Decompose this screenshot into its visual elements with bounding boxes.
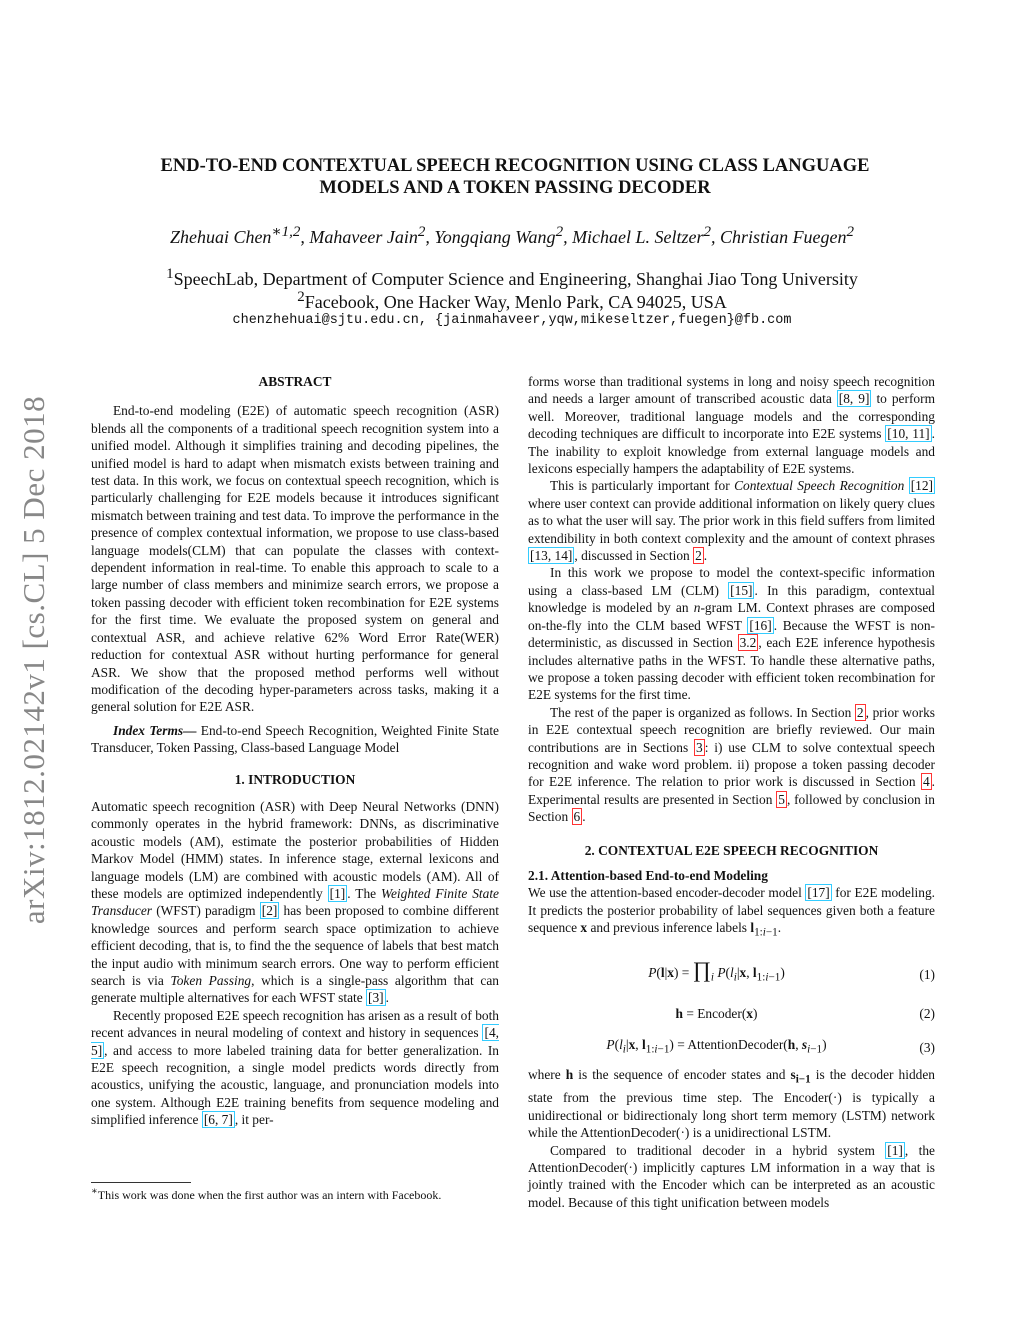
intro-paragraph-4: This is particularly important for Contextual Speech Recognition [12] where user context can provide additional information on likely query clues as to what the user will say. The prior work in this field suffers from limited extendibility in both context complexity and the amount of context phrases [13, 14] , discussed in Section 2 .: [528, 478, 935, 564]
abstract-heading: ABSTRACT: [258, 374, 332, 389]
intro-heading: 1. INTRODUCTION: [234, 771, 356, 787]
section-2-1-paragraph-1: We use the attention-based encoder-decoder model [17] for E2E modeling. It predicts the posterior probability of label sequences given both a feature sequence x and previous inference labels $l_{1:i-1}$.: [528, 885, 935, 939]
section-2-1-paragraph-2: where h is the sequence of encoder states and $s_{i-1}$ is the decoder hidden state from the previous time step. The Encoder(·) is typically a unidirectional or bidirectionaly long short term memory (LSTM) network while the AttentionDecoder(·) is a unidirectional LSTM.: [528, 1067, 935, 1141]
title-line-1: END-TO-END CONTEXTUAL SPEECH RECOGNITION USING CLASS LANGUAGE: [160, 156, 870, 176]
index-terms-label: Index Terms—: [113, 722, 197, 738]
intro-paragraph-6: The rest of the paper is organized as follows. In Section 2 , prior works in E2E contextual speech recognition are briefly reviewed. Our main contributions are in Sections 3 : i) use CLM to solve contextual speech recognition and wake word problem. ii) propose a token passing decoder for E2E inference. The relation to prior work is discussed in Section 4 . Experimental results are presented in Section 5 , followed by conclusion in Section 6 .: [528, 704, 935, 825]
abstract-text: End-to-end modeling (E2E) of automatic speech recognition (ASR) blends all the components of a traditional speech recognition system into a unified model. Although it simplifies training and decoding pipelines, the unified model is hard to adapt when mismatch exists between training and test data. In this work, we focus on contextual speech recognition, which is particularly challenging for E2E models because it introduces significant mismatch between training and test data. To improve the performance in the presence of complex contextual information, we propose to use class-based language models(CLM) that can populate the classes with context-dependent information in real-time. To enable this approach to scale to a large number of class members and minimize search errors, we propose a token passing decoder with efficient token recombination for E2E systems for the first time. We evaluate the proposed system on general and contextual ASR, and achieve relative 62% Word Error Rate(WER) reduction for contextual ASR without hurting performance for general ASR. We show that the proposed method performs well without modification of the decoding hyper-parameters across tasks, making it a general solution for E2E ASR.: [91, 403, 499, 715]
affiliation-1: $^1$SpeechLab, Department of Computer Science and Engineering, Shanghai Jiao Tong University: [166, 266, 858, 289]
equation-3-number: (3): [919, 1039, 935, 1055]
equation-2: [528, 998, 935, 1028]
arxiv-label: arXiv:1812.02142v1 [cs.CL] 5 Dec 2018: [16, 395, 51, 925]
equation-3-body: $P(l_i|x$, $l_{1:i-1}$) = AttentionDecoder(h, $s_{i-1}$): [606, 1036, 827, 1056]
arxiv-identifier: [12, 360, 56, 960]
equation-3: [528, 1032, 935, 1062]
affiliation-2: $^2$Facebook, One Hacker Way, Menlo Park, CA 94025, USA: [297, 289, 727, 312]
equation-2-body: h = Encoder(x): [675, 1005, 758, 1021]
footnote: ∗This work was done when the first author was an intern with Facebook.: [91, 1186, 442, 1202]
author-list: Zhehuai Chen$^{∗1,2}$, Mahaveer Jain$^2$, Yongqiang Wang$^2$, Michael L. Seltzer$^2$, Christian Fuegen$^2$: [169, 224, 855, 247]
intro-paragraph-1: Automatic speech recognition (ASR) with Deep Neural Networks (DNN) commonly operates in the hybrid framework: DNNs, as discriminative acoustic models (AM), estimate the posterior probabilities of Hidden Markov Model (HMM) states. In inference stage, external lexicons and language models (LM) are combined with acoustic models (AM). All of these models are optimized independently [1] . The Weighted Finite State Transducer (WFST) paradigm [2] has been proposed to combine different knowledge sources and perform search space optimization to achieve efficient decoding, that is, to find the the sequence of labels that best match the input audio with minimum search errors. One way to perform efficient search is via Token Passing, which is a single-pass algorithm that can generate multiple alternatives for each WFST state [3] .: [91, 798, 500, 1006]
equation-1: [528, 954, 935, 994]
footnote-rule: [91, 1182, 191, 1183]
section-2-1-heading: 2.1. Attention-based End-to-end Modeling: [528, 867, 768, 883]
equation-1-body: $P(l|x) = \prod_i$ $P(l_i|x$, $l_{1:i-1}$): [648, 957, 785, 984]
left-column: [91, 373, 499, 1129]
email-line: chenzhehuai@sjtu.edu.cn, {jainmahaveer,yqw,mikeseltzer,fuegen}@fb.com: [232, 313, 792, 328]
intro-paragraph-3: forms worse than traditional systems in long and noisy speech recognition and needs a larger amount of transcribed acoustic data [8, 9] to perform well. Moreover, traditional language models and the corresponding decoding techniques are difficult to incorporate into E2E systems [10, 11] . The inability to exploit knowledge from external language models and lexicons especially hampers the adaptability of E2E systems.: [528, 374, 935, 477]
intro-paragraph-2: Recently proposed E2E speech recognition has arisen as a result of both recent advances in neural modeling of context and history in sequences [4, 5] , and access to more labeled training data for better generalization. In E2E speech recognition, a single model predicts words directly from acoustics, unifying the acoustic, language, and pronunciation models into one system. Although E2E training benefits from sequence modeling and simplified inference [6, 7] , it per-: [91, 1007, 499, 1128]
section-2-1-paragraph-3: Compared to traditional decoder in a hybrid system [1] , the AttentionDecoder(·) implicitly captures LM information in a way that is jointly trained with the Encoder which can be interpreted as an acoustic model. Because of this tight unification between models: [528, 1142, 935, 1210]
equation-2-number: (2): [919, 1005, 935, 1021]
title-line-2: MODELS AND A TOKEN PASSING DECODER: [319, 178, 711, 198]
index-terms: [91, 722, 499, 757]
equation-1-number: (1): [919, 966, 935, 982]
right-column: [528, 373, 935, 1211]
index-terms-text: End-to-end Speech Recognition, Weighted Finite State Transducer, Token Passing, Class-based Language Model: [91, 722, 499, 756]
intro-paragraph-5: In this work we propose to model the context-specific information using a class-based LM (CLM) [15] . In this paradigm, contextual knowledge is modeled by an n-gram LM. Context phrases are composed on-the-fly into the CLM based WFST [16] . Because the WFST is non-deterministic, as discussed in Section 3.2 , each E2E inference hypothesis includes alternative paths in the WFST. To handle these alternative paths, we propose a token passing decoder with efficient token recombination for E2E systems for the first time.: [528, 565, 935, 703]
paper-title: [100, 155, 930, 199]
section-2-heading: 2. CONTEXTUAL E2E SPEECH RECOGNITION: [584, 842, 879, 858]
